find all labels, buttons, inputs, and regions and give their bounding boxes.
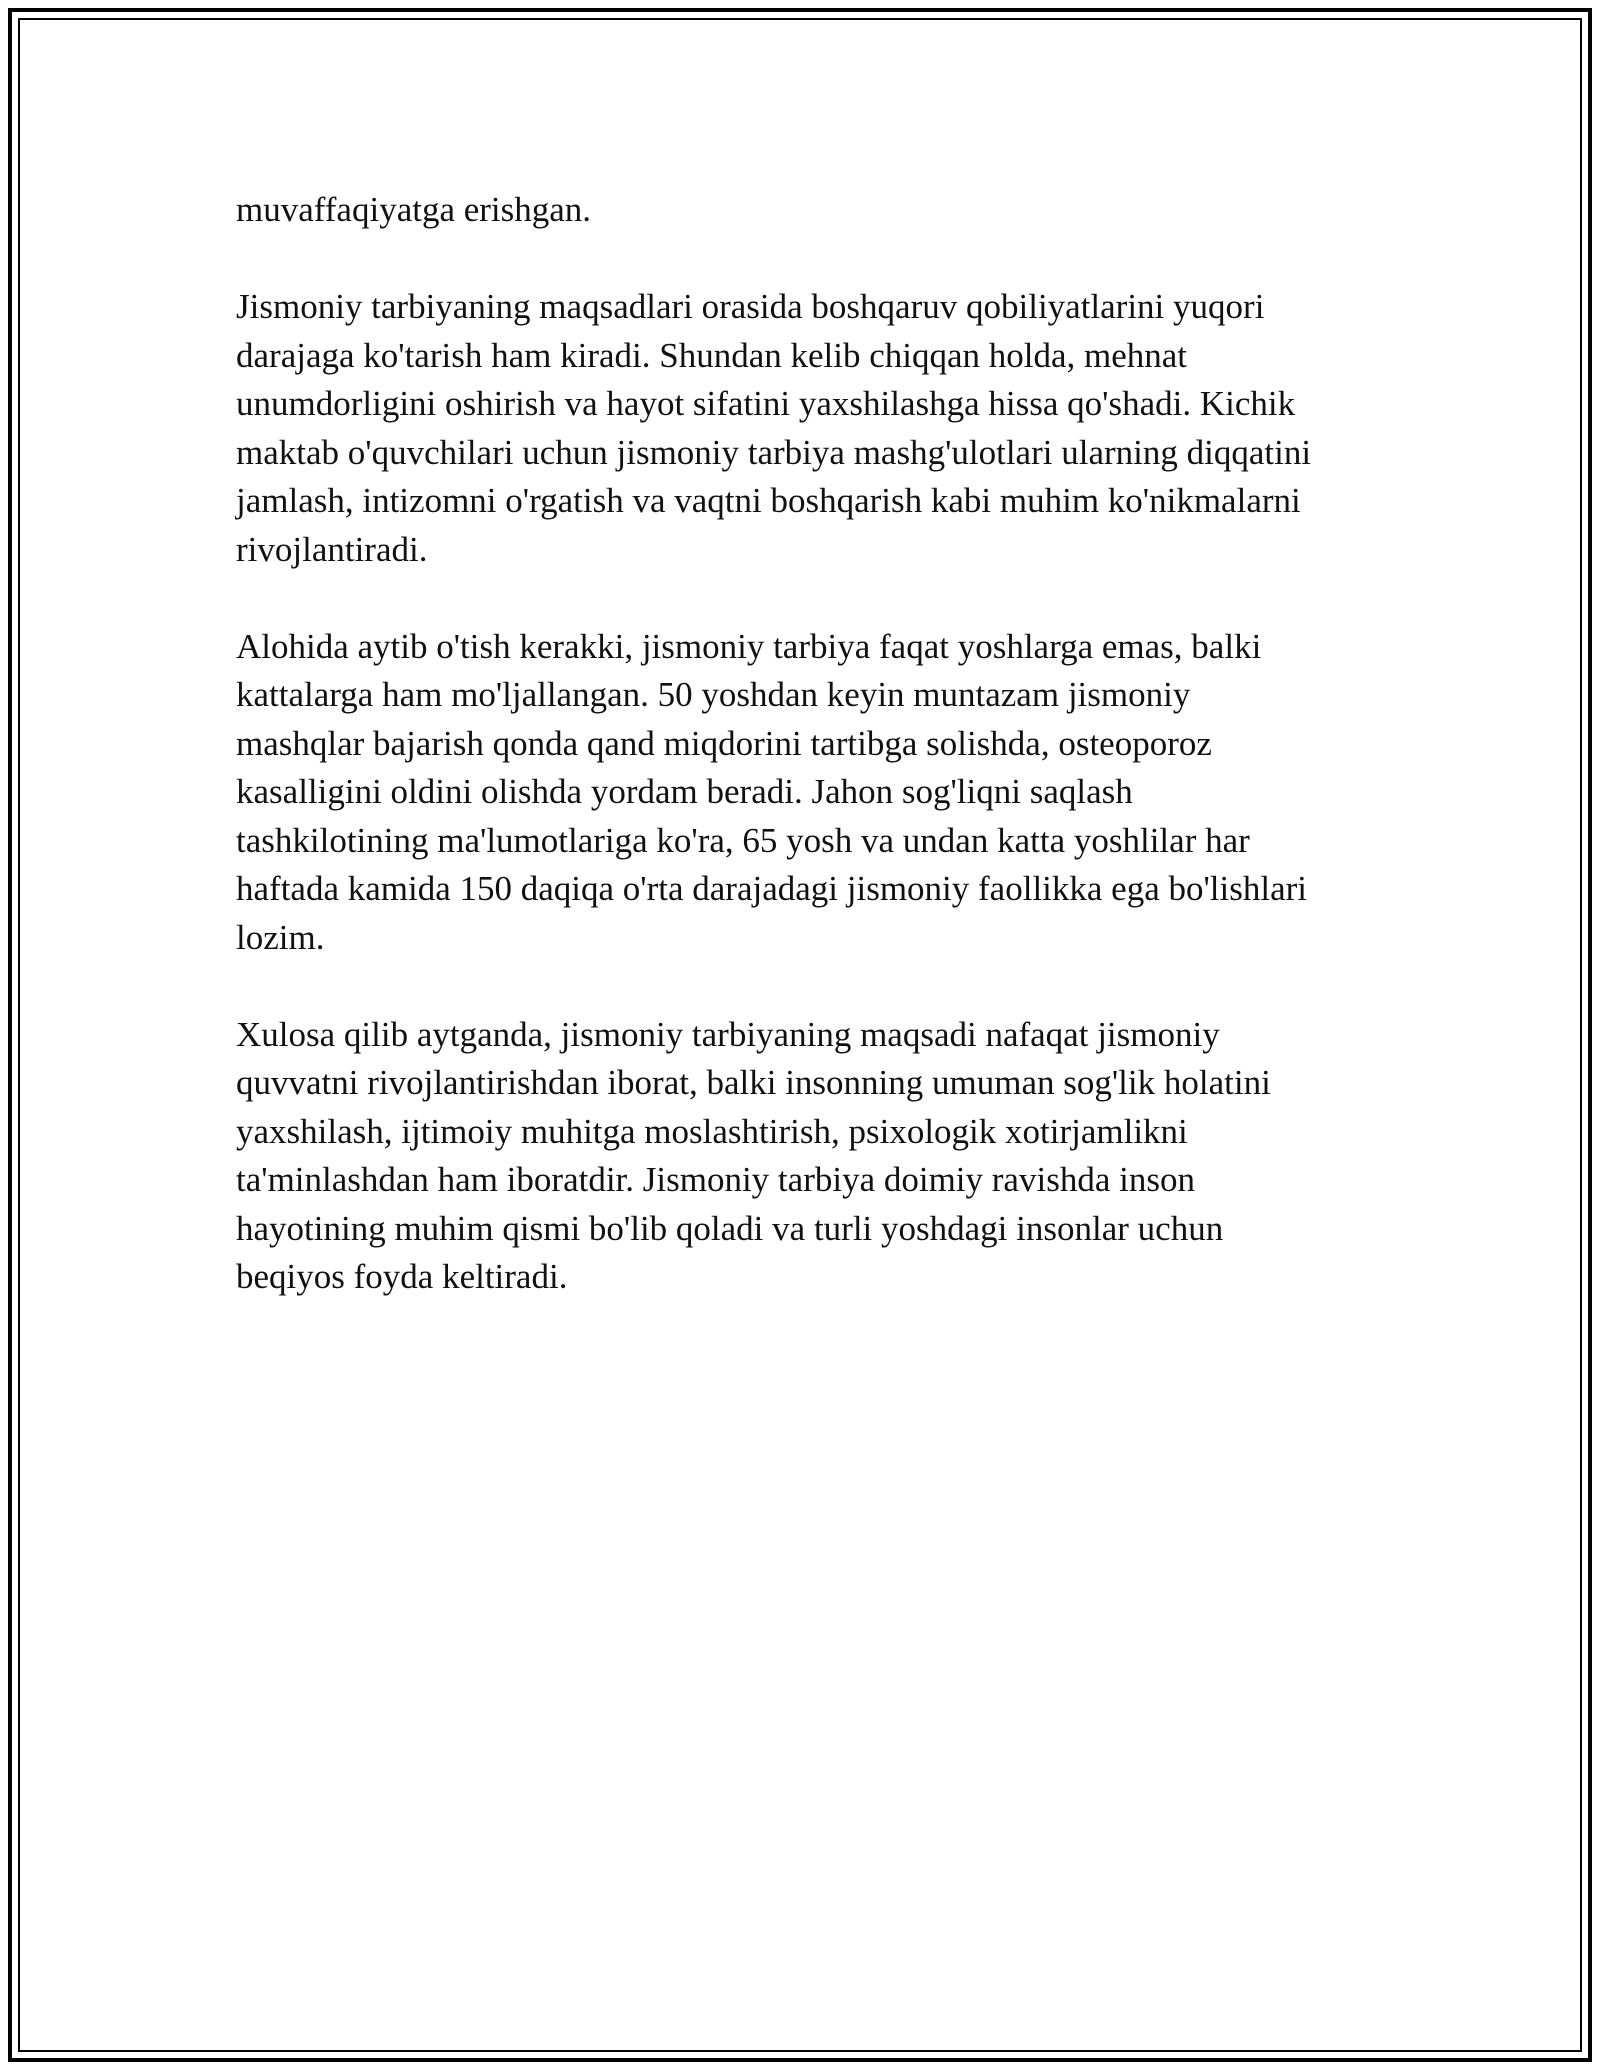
document-body [236, 186, 1376, 1350]
paragraph-conclusion: Xulosa qilib aytganda, jismoniy tarbiyaning maqsadi nafaqat jismoniy quvvatni rivojlantirishdan iborat, balki insonning umuman sog'lik holatini yaxshilash, ijtimoiy muhitga moslashtirish, psixologik xotirjamlikni ta'minlashdan ham iboratdir. Jismoniy tarbiya doimiy ravishda inson hayotining muhim qismi bo'lib qoladi va turli yoshdagi insonlar uchun beqiyos foyda keltiradi. [236, 1014, 1271, 1296]
paragraph-continuation: muvaffaqiyatga erishgan. [236, 190, 592, 229]
paragraph-management-skills: Jismoniy tarbiyaning maqsadlari orasida boshqaruv qobiliyatlarini yuqori darajaga ko'tarish ham kiradi. Shundan kelib chiqqan holda, mehnat unumdorligini oshirish va hayot sifatini yaxshilashga hissa qo'shadi. Kichik maktab o'quvchilari uchun jismoniy tarbiya mashg'ulotlari ularning diqqatini jamlash, intizomni o'rgatish va vaqtni boshqarish kabi muhim ko'nikmalarni rivojlantiradi. [236, 287, 1312, 569]
paragraph-adults: Alohida aytib o'tish kerakki, jismoniy tarbiya faqat yoshlarga emas, balki kattalarga ham mo'ljallangan. 50 yoshdan keyin muntazam jismoniy mashqlar bajarish qonda qand miqdorini tartibga solishda, osteoporoz kasalligini oldini olishda yordam beradi. Jahon sog'liqni saqlash tashkilotining ma'lumotlariga ko'ra, 65 yosh va undan katta yoshlilar har haftada kamida 150 daqiqa o'rta darajadagi jismoniy faollikka ega bo'lishlari lozim. [236, 626, 1308, 957]
